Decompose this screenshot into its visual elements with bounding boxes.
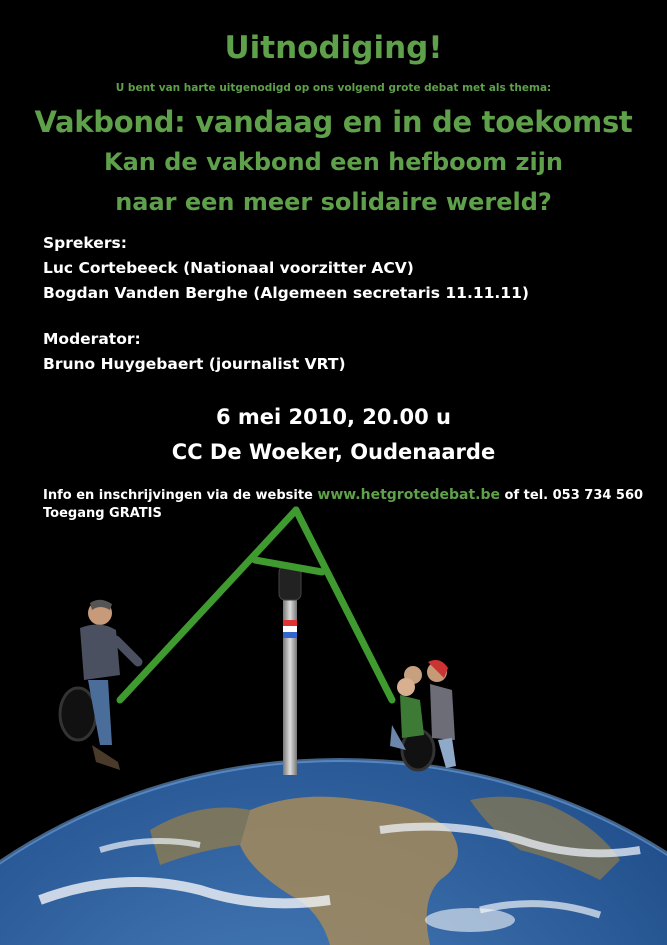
headline-line-3: naar een meer solidaire wereld?: [115, 188, 552, 216]
poster-title: Uitnodiging!: [224, 30, 443, 66]
seesaw-pole: [279, 566, 301, 775]
headline-line-2: Kan de vakbond een hefboom zijn: [104, 148, 563, 176]
speakers-section: [43, 231, 529, 306]
event-venue: CC De Woeker, Oudenaarde: [171, 440, 496, 464]
moderator-name: Bruno Huygebaert (journalist VRT): [43, 355, 346, 373]
seesaw-earth-illustration: [0, 500, 667, 945]
event-details: [0, 400, 667, 470]
moderator-heading: Moderator:: [43, 330, 141, 348]
info-suffix: of tel. 053 734 560: [504, 488, 644, 503]
entry-line: Toegang GRATIS: [43, 506, 162, 521]
speakers-heading: Sprekers:: [43, 234, 127, 252]
speaker-item: Bogdan Vanden Berghe (Algemeen secretaris 11.11.11): [43, 284, 529, 302]
website-link[interactable]: www.hetgrotedebat.be: [317, 487, 501, 503]
headline: [0, 102, 667, 222]
man-figure: [60, 600, 138, 770]
earth-globe: [0, 760, 667, 945]
speaker-item: Luc Cortebeeck (Nationaal voorzitter ACV): [43, 259, 414, 277]
family-figures: [390, 660, 456, 770]
seesaw-frame: [120, 510, 392, 700]
headline-line-1: Vakbond: vandaag en in de toekomst: [34, 105, 633, 139]
moderator-section: [43, 327, 346, 377]
event-date: 6 mei 2010, 20.00 u: [216, 405, 451, 429]
info-prefix: Info en inschrijvingen via de website: [43, 488, 313, 503]
invite-line: U bent van harte uitgenodigd op ons volgend grote debat met als thema:: [115, 82, 552, 94]
